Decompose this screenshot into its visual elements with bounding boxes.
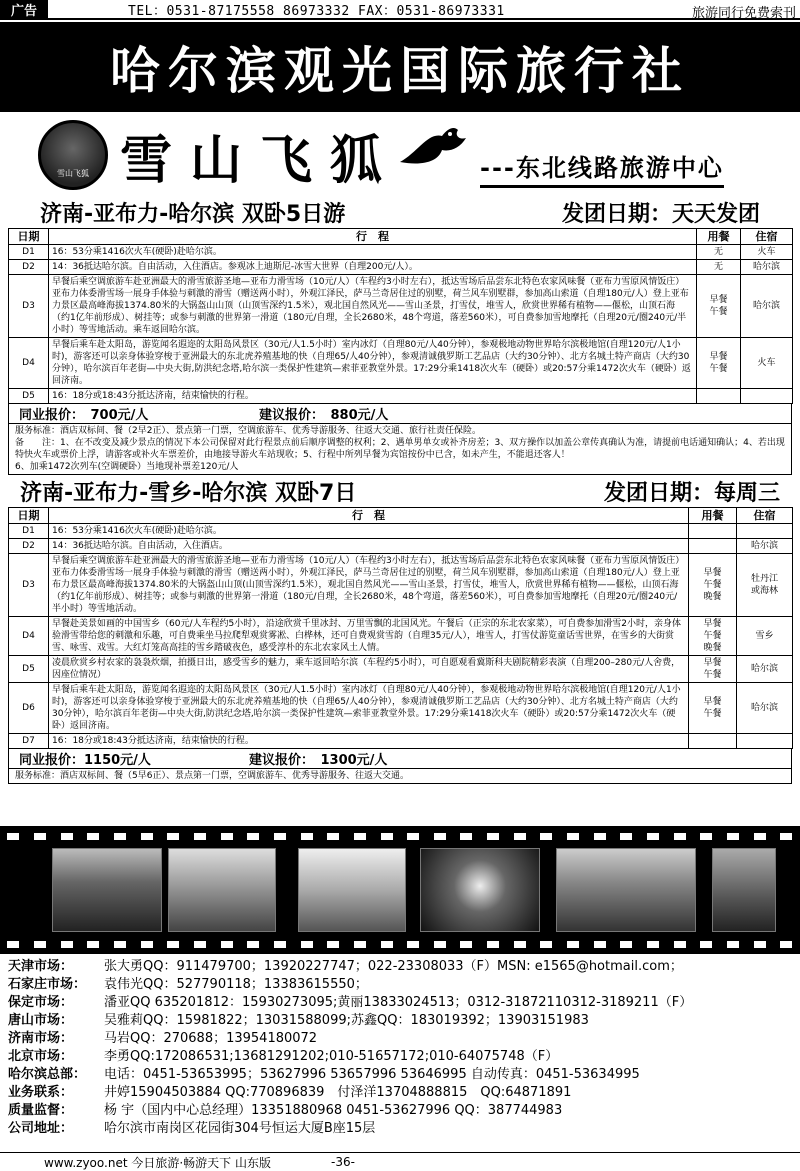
film-hole — [34, 833, 46, 840]
contact-line — [8, 976, 798, 994]
stay-cell: 哈尔滨 — [737, 539, 793, 554]
day-cell: D4 — [9, 617, 49, 656]
route2-suggested-price: 建议报价： 1300元/人 — [249, 753, 388, 768]
day-cell: D4 — [9, 338, 49, 389]
day-cell: D2 — [9, 260, 49, 275]
film-holes-bottom — [0, 938, 800, 950]
contact-label: 济南市场： — [8, 1031, 74, 1046]
film-hole — [7, 941, 19, 948]
stay-cell: 哈尔滨 — [741, 260, 793, 275]
col-itinerary: 行 程 — [49, 508, 689, 524]
contact-detail: 潘亚QQ 635201812：15930273095;黄丽13833024513；0312-31872110312-3189211（F） — [104, 995, 693, 1010]
free-catalog-label: 旅游同行免费索刊 — [691, 6, 796, 21]
film-hole — [247, 941, 259, 948]
contact-detail: 电话：0451-53653995；53627996 53657996 53646995 自动传真：0451-53634995 — [104, 1067, 640, 1082]
table-header — [9, 508, 793, 524]
stay-cell — [741, 389, 793, 404]
film-hole — [620, 941, 632, 948]
film-hole — [487, 833, 499, 840]
film-hole — [167, 833, 179, 840]
film-hole — [114, 833, 126, 840]
contact-line — [8, 1066, 798, 1084]
film-hole — [354, 833, 366, 840]
meal-cell — [689, 734, 737, 749]
col-date: 日期 — [9, 508, 49, 524]
film-hole — [221, 833, 233, 840]
film-hole — [567, 833, 579, 840]
col-itinerary: 行 程 — [49, 229, 697, 245]
route2-notes — [8, 769, 792, 784]
film-hole — [727, 833, 739, 840]
contact-detail: 吴雅莉QQ：15981822；13031588099;苏鑫QQ：183019392；13903151983 — [104, 1013, 589, 1028]
film-hole — [727, 941, 739, 948]
film-hole — [647, 941, 659, 948]
route2-price-row — [8, 749, 792, 769]
day-cell: D1 — [9, 524, 49, 539]
slogan: ---东北线路旅游中心 — [480, 148, 724, 188]
ad-tag: 广告 — [0, 0, 48, 19]
contact-detail: 杨 宇（国内中心总经理）13351880968 0451-53627996 QQ：387744983 — [104, 1103, 563, 1118]
footer — [0, 1152, 800, 1171]
film-hole — [674, 941, 686, 948]
note-line: 6、加乘1472次列车(空调硬卧）当地现补票差120元/人 — [15, 462, 239, 472]
meal-cell — [689, 524, 737, 539]
itinerary-cell: 早餐后乘空调旅游车赴亚洲最大的滑雪旅游圣地—亚布力滑雪场（10元/人）（车程约3小时左右），抵达雪场后品尝东北特色农家风味餐（亚布力雪原风情饭庄）亚布力体委滑雪场一展身手体验与刺激的滑雪（赠送两小时），外观江泽民，萨马兰奇居住过的别墅，荷兰风车别墅群，参加高山索道（自理180元/人）登上亚布力景区最高峰海拔1374.80米的大锅盔山山顶(山顶雪深约1.5米），观北国自然风光——雪山圣景，打雪仗，堆雪人，欣赏世界稀有植物——偃松，山顶石海（约1亿年前形成）、树挂等；或参与刺激的世界第一滑道（180元/自理，全长2680米，48个弯道，落差560米），可自费参加雪地摩托（自理20元/圈240元/半小时）等雪地活动。 — [49, 554, 689, 617]
contact-label: 唐山市场： — [8, 1013, 74, 1028]
film-hole — [540, 941, 552, 948]
table-row — [9, 683, 793, 734]
table-row — [9, 656, 793, 683]
contact-phones: TEL：0531-87175558 86973332 FAX：0531-86973331 — [128, 3, 505, 19]
stay-cell: 雪乡 — [737, 617, 793, 656]
film-hole — [327, 941, 339, 948]
meal-cell: 早餐 午餐 — [689, 656, 737, 683]
table-row — [9, 245, 793, 260]
note-line: 备 注：1、在不改变及减少景点的情况下本公司保留对此行程景点前后顺序调整的权利；2、遇单男单女或补齐房差；3、双方操作以加盖公章传真确认为准，请提前电话通知确认；4、若出现特快火车或票价上浮，请游客或补火车票差价，由地接导游火车站现收；5、行程中所列早餐为宾馆按份中已含，如未产生，不能退还客人！ — [15, 438, 785, 460]
stay-cell: 哈尔滨 — [741, 275, 793, 338]
route2-trade-price: 同业报价：1150元/人 — [19, 753, 151, 768]
route2-title: 济南-亚布力-雪乡-哈尔滨 双卧7日 — [20, 480, 357, 506]
contact-line — [8, 958, 798, 976]
contact-label: 质量监督： — [8, 1103, 74, 1118]
contact-detail: 张大勇QQ：911479700；13920227747；022-23308033（F）MSN: e1565@hotmail.com； — [104, 959, 683, 974]
meal-cell — [689, 539, 737, 554]
day-cell: D7 — [9, 734, 49, 749]
contact-detail: 袁伟光QQ：527790118；13383615550； — [104, 977, 368, 992]
contact-line — [8, 1012, 798, 1030]
film-hole — [221, 941, 233, 948]
film-hole — [514, 941, 526, 948]
photo-ice-palace — [298, 848, 406, 932]
col-meal: 用餐 — [697, 229, 741, 245]
film-hole — [34, 941, 46, 948]
table-row — [9, 389, 793, 404]
contact-label: 北京市场： — [8, 1049, 74, 1064]
meal-cell: 无 — [697, 260, 741, 275]
agency-title: 哈尔滨观光国际旅行社 — [0, 22, 800, 112]
film-hole — [274, 833, 286, 840]
film-hole — [87, 833, 99, 840]
itinerary-cell: 早餐后乘空调旅游车赴亚洲最大的滑雪旅游圣地—亚布力滑雪场（10元/人）（车程约3小时左右），抵达雪场后品尝东北特色农家风味餐（亚布力雪原风情饭庄）亚布力体委滑雪场一展身手体验与刺激的滑雪（赠送两小时），外观江泽民，萨马兰奇居住过的别墅，荷兰风车别墅群，参加高山索道（自理180元/人）登上亚布力景区最高峰海拔1374.80米的大锅盔山山顶（山顶雪深约1.5米），观北国自然风光——雪山圣景，打雪仗，堆雪人，欣赏世界稀有植物——偃松，山顶石海（约1亿年前形成）、树挂等；或参与刺激的世界第一滑道（180元/自理，全长2680米，48个弯道，落差560米），可自费参加雪地摩托（自理20元/圈240元/半小时）等雪地活动。乘车返回哈尔滨。 — [49, 275, 697, 338]
film-hole — [647, 833, 659, 840]
contact-label: 公司地址： — [8, 1121, 74, 1136]
film-hole — [754, 833, 766, 840]
meal-cell: 早餐 午餐 — [689, 683, 737, 734]
film-hole — [7, 833, 19, 840]
route1-header — [0, 196, 800, 228]
stay-cell: 哈尔滨 — [737, 683, 793, 734]
photo-snow-forest — [712, 848, 776, 932]
footer-site: www.zyoo.net 今日旅游·畅游天下 山东版 — [44, 1155, 271, 1170]
table-row — [9, 734, 793, 749]
itinerary-cell: 14：36抵达哈尔滨。自由活动，入住酒店。 — [49, 539, 689, 554]
day-cell: D1 — [9, 245, 49, 260]
day-cell: D6 — [9, 683, 49, 734]
film-hole — [87, 941, 99, 948]
col-meal: 用餐 — [689, 508, 737, 524]
stay-cell: 哈尔滨 — [737, 656, 793, 683]
film-hole — [167, 941, 179, 948]
film-hole — [274, 941, 286, 948]
photo-lake — [168, 848, 276, 932]
film-hole — [487, 941, 499, 948]
contact-line — [8, 1048, 798, 1066]
contact-detail: 哈尔滨市南岗区花园街304号恒运大厦B座15层 — [104, 1121, 376, 1136]
stay-cell: 火车 — [741, 338, 793, 389]
route1-trade-price: 同业报价： 700元/人 — [19, 408, 149, 423]
film-hole — [141, 833, 153, 840]
film-hole — [301, 833, 313, 840]
contact-label: 哈尔滨总部： — [8, 1067, 87, 1082]
stay-cell: 牡丹江 或海林 — [737, 554, 793, 617]
fox-icon — [398, 122, 468, 170]
film-hole — [780, 833, 792, 840]
contact-line — [8, 1120, 798, 1138]
photo-filmstrip — [0, 826, 800, 954]
itinerary-cell: 早餐后乘车赴太阳岛，游览闻名遐迩的太阳岛风景区（30元/人1.5小时）室内冰灯（自理80元/人40分钟），参观极地动物世界哈尔滨极地馆(自理120元/人1小时)，游客还可以亲身体验穿梭于亚洲最大的东北虎养殖基地的快（自理65/人40分钟），参观清诚俄罗斯工艺品店（大约30分钟）、北方名城土特产商店（大约30分钟），哈尔滨百年老街—中央大街,防洪纪念塔,哈尔滨一类保护性建筑—索菲亚教堂外景。17:29分乘1418次火车（硬卧）或20:57分乘1472次火车（硬卧）返回济南。 — [49, 338, 697, 389]
film-hole — [354, 941, 366, 948]
film-hole — [700, 833, 712, 840]
itinerary-cell: 早餐后乘车赴太阳岛，游览闻名遐迩的太阳岛风景区（30元/人1.5小时）室内冰灯（自理80元/人40分钟），参观极地动物世界哈尔滨极地馆(自理120元/人1小时)，游客还可以亲身体验穿梭于亚洲最大的东北虎养殖基地的快（自理65/人40分钟），参观清诚俄罗斯工艺品店（大约30分钟）、北方名城土特产商店（大约30分钟），哈尔滨百年老街—中央大街,防洪纪念塔,哈尔滨一类保护性建筑—索菲亚教堂外景。17:29分乘1418次火车（硬卧）或20:57分乘1472次火车（硬卧）返回济南。 — [49, 683, 689, 734]
film-hole — [301, 941, 313, 948]
film-hole — [194, 941, 206, 948]
top-bar — [0, 0, 800, 20]
film-hole — [594, 941, 606, 948]
film-hole — [194, 833, 206, 840]
table-row — [9, 260, 793, 275]
film-hole — [407, 941, 419, 948]
contact-line — [8, 1084, 798, 1102]
table-row — [9, 275, 793, 338]
table-row — [9, 338, 793, 389]
film-hole — [460, 833, 472, 840]
route1-price-row — [8, 404, 792, 424]
itinerary-cell: 14：36抵达哈尔滨。自由活动，入住酒店。参观冰上迪斯尼-冰雪大世界（自理200元/人）。 — [49, 260, 697, 275]
route1-title: 济南-亚布力-哈尔滨 双卧5日游 — [40, 201, 346, 227]
table-header — [9, 229, 793, 245]
film-hole — [61, 833, 73, 840]
contact-line — [8, 994, 798, 1012]
meal-cell: 早餐 午餐 — [697, 338, 741, 389]
photo-waterfall — [52, 848, 162, 932]
contact-line — [8, 1030, 798, 1048]
meal-cell — [697, 389, 741, 404]
contact-detail: 李勇QQ:172086531;13681291202;010-51657172;010-64075748（F） — [104, 1049, 559, 1064]
route1-itinerary-table — [8, 228, 793, 404]
film-hole — [141, 941, 153, 948]
film-hole — [381, 941, 393, 948]
day-cell: D2 — [9, 539, 49, 554]
route1-departure: 发团日期：天天发团 — [561, 201, 760, 227]
film-hole — [434, 833, 446, 840]
table-row — [9, 524, 793, 539]
film-hole — [620, 833, 632, 840]
route2-departure: 发团日期：每周三 — [603, 480, 780, 506]
itinerary-cell: 16：18分或18:43分抵达济南，结束愉快的行程。 — [49, 389, 697, 404]
table-row — [9, 554, 793, 617]
note-line: 服务标准：酒店双标间、餐（2早2正）、景点第一门票，空调旅游车、优秀导游服务、往返大交通、旅行社责任保险。 — [15, 426, 481, 436]
contact-label: 业务联系： — [8, 1085, 74, 1100]
contact-label: 石家庄市场： — [8, 977, 87, 992]
logo-text: 雪山飞狐 — [57, 169, 89, 178]
film-hole — [61, 941, 73, 948]
stay-cell — [737, 524, 793, 539]
film-hole — [700, 941, 712, 948]
itinerary-cell: 早餐赴美景如画的中国雪乡（60元/人车程约5小时），沿途欣赏千里冰封、万里雪飘的北国风光。午餐后（正宗的东北农家菜），可自费参加滑雪2小时，亲身体验滑雪带给您的刺激和乐趣，可自费乘坐马拉爬犁观赏雾凇、白桦林，还可自费观赏雪韵（自理35元/人），堆雪人，打雪仗游览童话雪世界，在雪乡的大街赏雪、咏雪、戏雪。大红灯笼高高挂的雪乡踏破夜色，感受淳朴的东北农家风土人情。 — [49, 617, 689, 656]
film-hole — [594, 833, 606, 840]
photo-beluga — [420, 848, 540, 932]
route1-notes — [8, 424, 792, 475]
itinerary-cell: 16：18分或18:43分抵达济南，结束愉快的行程。 — [49, 734, 689, 749]
photo-snow-rock — [556, 848, 696, 932]
page-number: -36- — [330, 1155, 355, 1169]
meal-cell: 无 — [697, 245, 741, 260]
contact-label: 保定市场： — [8, 995, 74, 1010]
route1-suggested-price: 建议报价： 880元/人 — [259, 408, 389, 423]
table-row — [9, 539, 793, 554]
film-hole — [514, 833, 526, 840]
film-hole — [567, 941, 579, 948]
brand-name: 雪山飞狐 — [120, 130, 401, 191]
day-cell: D3 — [9, 275, 49, 338]
brand-logo — [38, 120, 108, 190]
contact-label: 天津市场： — [8, 959, 74, 974]
note-line: 服务标准：酒店双标间、餐（5早6正）、景点第一门票，空调旅游车、优秀导游服务、往返大交通。 — [15, 771, 409, 781]
itinerary-cell: 16：53分乘1416次火车(硬卧)赴哈尔滨。 — [49, 524, 689, 539]
col-date: 日期 — [9, 229, 49, 245]
meal-cell: 早餐 午餐 — [697, 275, 741, 338]
day-cell: D5 — [9, 389, 49, 404]
itinerary-cell: 16：53分乘1416次火车(硬卧)赴哈尔滨。 — [49, 245, 697, 260]
contact-list — [8, 958, 798, 1138]
film-hole — [434, 941, 446, 948]
col-stay: 住宿 — [737, 508, 793, 524]
stay-cell: 火车 — [741, 245, 793, 260]
route2-header — [0, 475, 800, 507]
brand-banner — [0, 112, 800, 196]
contact-line — [8, 1102, 798, 1120]
col-stay: 住宿 — [741, 229, 793, 245]
film-hole — [540, 833, 552, 840]
contact-detail: 井婷15904503884 QQ:770896839 付泽洋13704888815 QQ:64871891 — [104, 1085, 572, 1100]
film-hole — [247, 833, 259, 840]
film-hole — [327, 833, 339, 840]
meal-cell: 早餐 午餐 晚餐 — [689, 617, 737, 656]
film-hole — [674, 833, 686, 840]
meal-cell: 早餐 午餐 晚餐 — [689, 554, 737, 617]
itinerary-cell: 凌晨欣赏乡村农家的袅袅炊烟，拍摄日出，感受雪乡的魅力，乘车返回哈尔滨（车程约5小时），可自愿观看冀斯科夫剧院精彩表演（自理200–280元/人舍费，因座位情况） — [49, 656, 689, 683]
contact-detail: 马岩QQ：270688；13954180072 — [104, 1031, 318, 1046]
film-hole — [780, 941, 792, 948]
film-hole — [460, 941, 472, 948]
stay-cell — [737, 734, 793, 749]
day-cell: D3 — [9, 554, 49, 617]
film-hole — [407, 833, 419, 840]
route2-itinerary-table — [8, 507, 793, 749]
table-row — [9, 617, 793, 656]
film-hole — [754, 941, 766, 948]
film-hole — [114, 941, 126, 948]
day-cell: D5 — [9, 656, 49, 683]
film-holes-top — [0, 830, 800, 842]
film-hole — [381, 833, 393, 840]
